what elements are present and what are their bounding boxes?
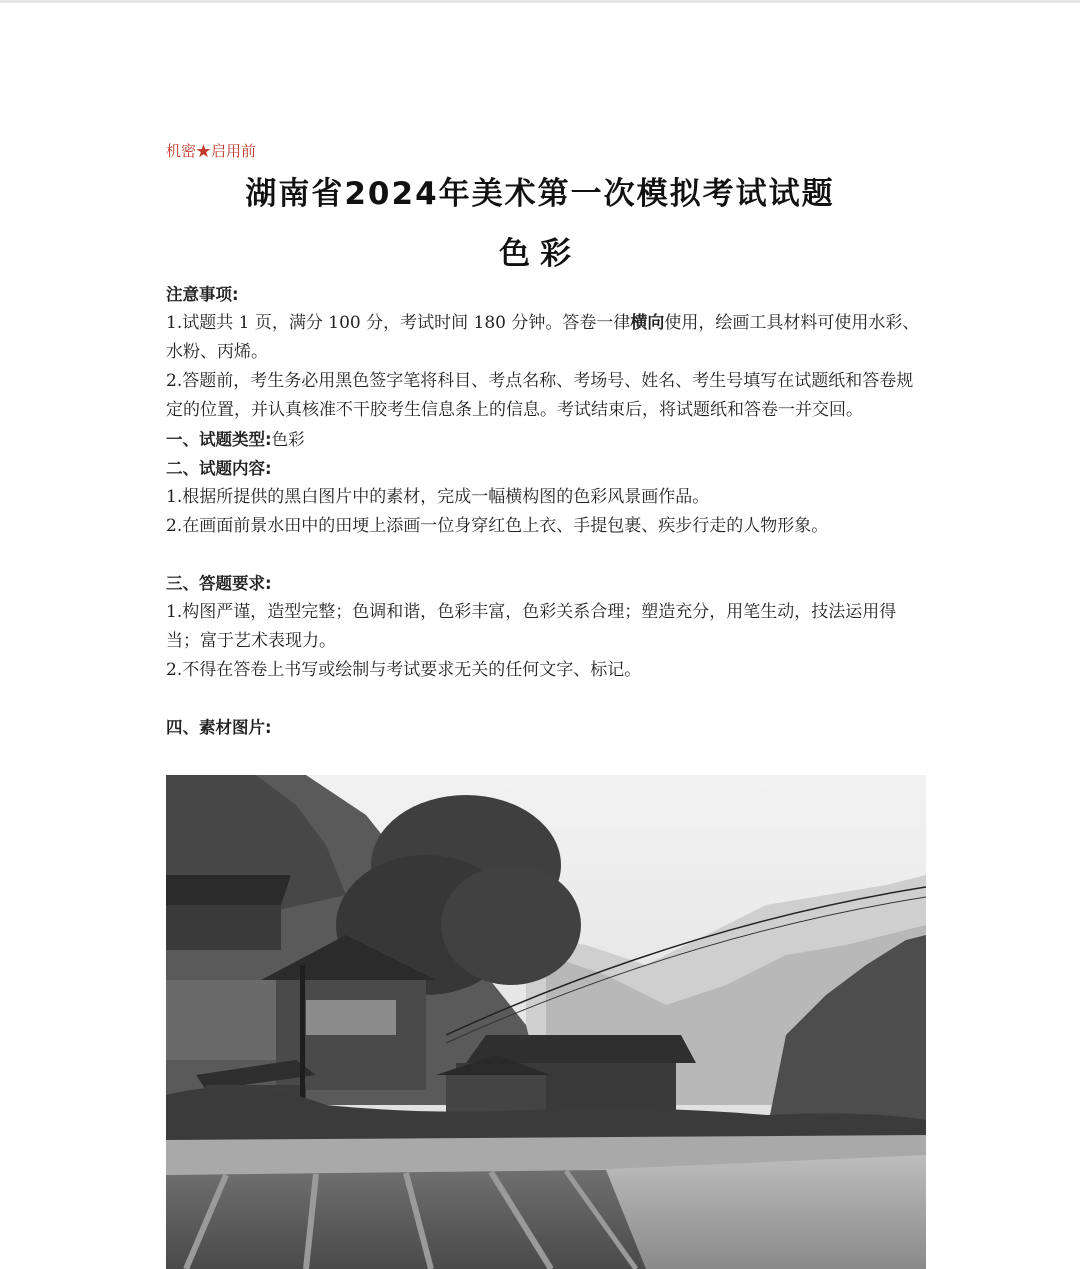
notice-heading: 注意事项: (166, 285, 239, 304)
upper-house-roof (166, 875, 291, 905)
section-2-item-1: 1.根据所提供的黑白图片中的素材，完成一幅横构图的色彩风景画作品。 (166, 487, 710, 507)
notice-item-1-text-b: 使用，绘画工具材料可使用水彩、水粉、丙烯。 (166, 313, 920, 362)
material-photo (166, 775, 926, 1269)
exam-content (166, 280, 928, 742)
big-tree-crown-right (441, 865, 581, 985)
section-1-value: 色彩 (271, 430, 305, 449)
section-3-item-2: 2.不得在答卷上书写或绘制与考试要求无关的任何文字、标记。 (166, 660, 642, 680)
right-house-annex (446, 1075, 546, 1115)
section-4-heading: 四、素材图片: (166, 718, 272, 737)
section-1-heading: 一、试题类型: (166, 430, 272, 449)
notice-item-1 (166, 309, 928, 367)
notice-item-2: 2.答题前，考生务必用黑色签字笔将科目、考点名称、考场号、姓名、考生号填写在试题纸和答卷规定的位置，并认真核准不干胶考生信息条上的信息。考试结束后，将试题纸和答卷一并交回。 (166, 371, 914, 420)
spacer (166, 685, 928, 713)
spacer (166, 541, 928, 569)
section-2-item-2: 2.在画面前景水田中的田埂上添画一位身穿红色上衣、手提包裹、疾步行走的人物形象。 (166, 516, 829, 536)
utility-pole (300, 965, 305, 1115)
exam-subtitle: 色彩 (499, 236, 581, 272)
section-1-row (166, 425, 928, 454)
section-3-heading: 三、答题要求: (166, 574, 272, 593)
confidential-label: 机密★启用前 (166, 142, 257, 160)
exam-title: 湖南省2024年美术第一次模拟考试试题 (245, 176, 835, 212)
notice-item-1-bold: 横向 (630, 313, 665, 333)
page-top-rule (0, 0, 1080, 3)
middle-house-window (306, 1000, 396, 1035)
section-3-item-1: 1.构图严谨，造型完整；色调和谐，色彩丰富，色彩关系合理；塑造充分，用笔生动，技法运用得当；富于艺术表现力。 (166, 602, 897, 651)
section-2-heading: 二、试题内容: (166, 459, 272, 478)
notice-item-1-text-a: 1.试题共 1 页，满分 100 分，考试时间 180 分钟。答卷一律 (166, 313, 631, 333)
